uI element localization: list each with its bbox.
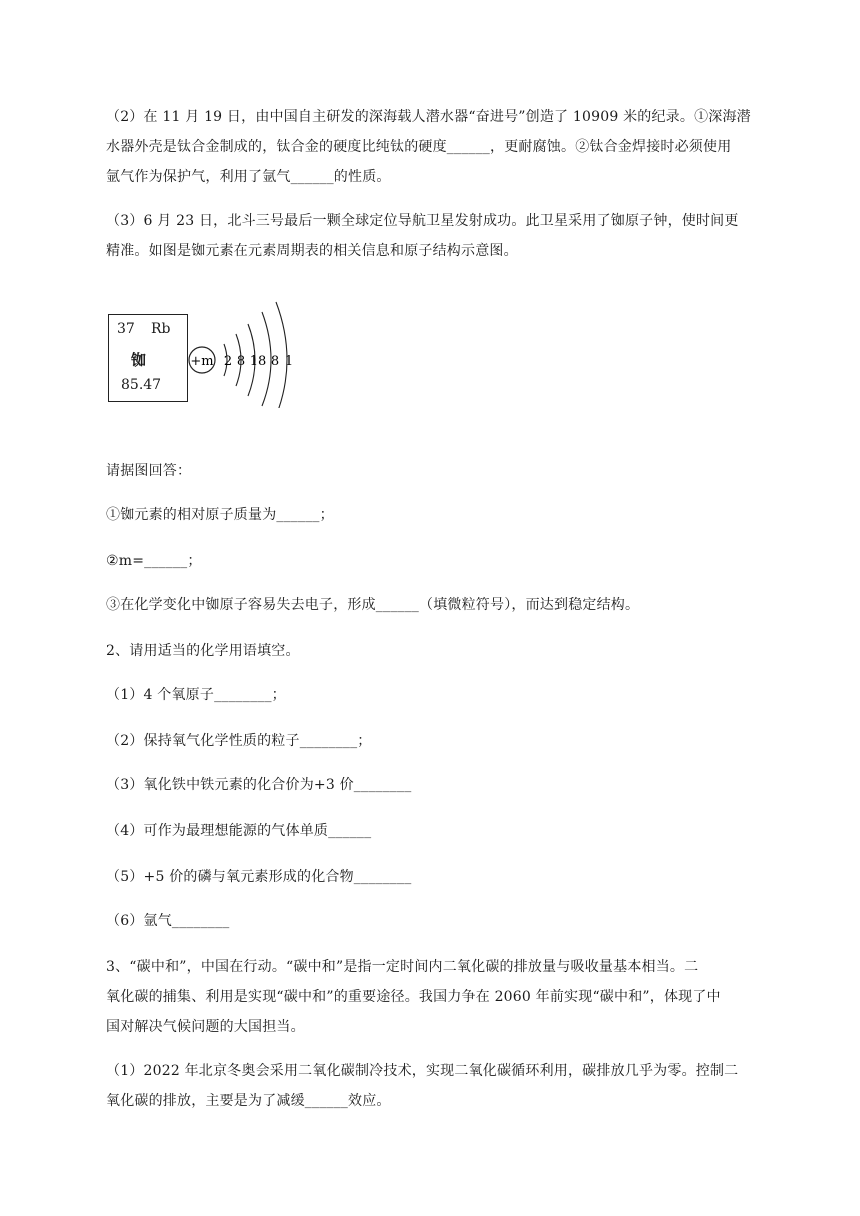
atom-structure-diagram [106, 288, 306, 408]
section-2-title: 2、请用适当的化学用语填空。 [106, 643, 300, 659]
atomic-mass: 85.47 [121, 377, 162, 393]
section-2-item-3: （3）氧化铁中铁元素的化合价为+3 价________ [106, 777, 412, 793]
sub-question-1: ①铷元素的相对原子质量为______； [106, 507, 334, 523]
q2-text-line-2: 水器外壳是钛合金制成的，钛合金的硬度比纯钛的硬度______，更耐腐蚀。②钛合金焊接时必须使用 [106, 139, 732, 155]
section-2-item-5: （5）+5 价的磷与氧元素形成的化合物________ [106, 869, 412, 885]
shell-5-electrons: 1 [284, 354, 294, 369]
shell-3-electrons: 18 [249, 354, 267, 369]
section-3-line-1: 3、“碳中和”，中国在行动。“碳中和”是指一定时间内二氧化碳的排放量与吸收量基本相当。二 [106, 959, 699, 975]
shell-4-electrons: 8 [270, 354, 280, 369]
section-3-item-1-line-1: （1）2022 年北京冬奥会采用二氧化碳制冷技术，实现二氧化碳循环利用，碳排放几乎为零。控制二 [106, 1063, 739, 1079]
sub-question-3: ③在化学变化中铷原子容易失去电子，形成______（填微粒符号），而达到稳定结构。 [106, 597, 640, 613]
section-2-item-1: （1）4 个氧原子________； [106, 687, 286, 703]
shell-1-electrons: 2 [223, 354, 233, 369]
section-2-item-6: （6）氩气________ [106, 913, 230, 929]
section-3-line-2: 氧化碳的捕集、利用是实现“碳中和”的重要途径。我国力争在 2060 年前实现“碳中和”，体现了中 [106, 989, 721, 1005]
element-name: 铷 [131, 351, 147, 369]
shell-2-electrons: 8 [236, 354, 246, 369]
element-symbol: Rb [151, 321, 171, 337]
atomic-number: 37 [117, 321, 135, 337]
section-2-item-2: （2）保持氧气化学性质的粒子________； [106, 733, 372, 749]
q2-text-line-1: （2）在 11 月 19 日，由中国自主研发的深海载人潜水器“奋进号”创造了 10909 米的纪录。①深海潜 [106, 109, 751, 125]
nucleus-label: +m [190, 354, 214, 369]
ask-prompt: 请据图回答： [106, 463, 192, 479]
q3-text-line-1: （3）6 月 23 日，北斗三号最后一颗全球定位导航卫星发射成功。此卫星采用了铷原子钟，使时间更 [106, 213, 739, 229]
section-3-line-3: 国对解决气候问题的大国担当。 [106, 1019, 305, 1035]
q3-text-line-2: 精准。如图是铷元素在元素周期表的相关信息和原子结构示意图。 [106, 243, 518, 259]
sub-question-2: ②m=______； [106, 553, 202, 569]
section-2-item-4: （4）可作为最理想能源的气体单质______ [106, 823, 372, 839]
rubidium-figure [106, 288, 306, 408]
q2-text-line-3: 氩气作为保护气，利用了氩气______的性质。 [106, 169, 391, 185]
section-3-item-1-line-2: 氧化碳的排放，主要是为了减缓______效应。 [106, 1093, 391, 1109]
